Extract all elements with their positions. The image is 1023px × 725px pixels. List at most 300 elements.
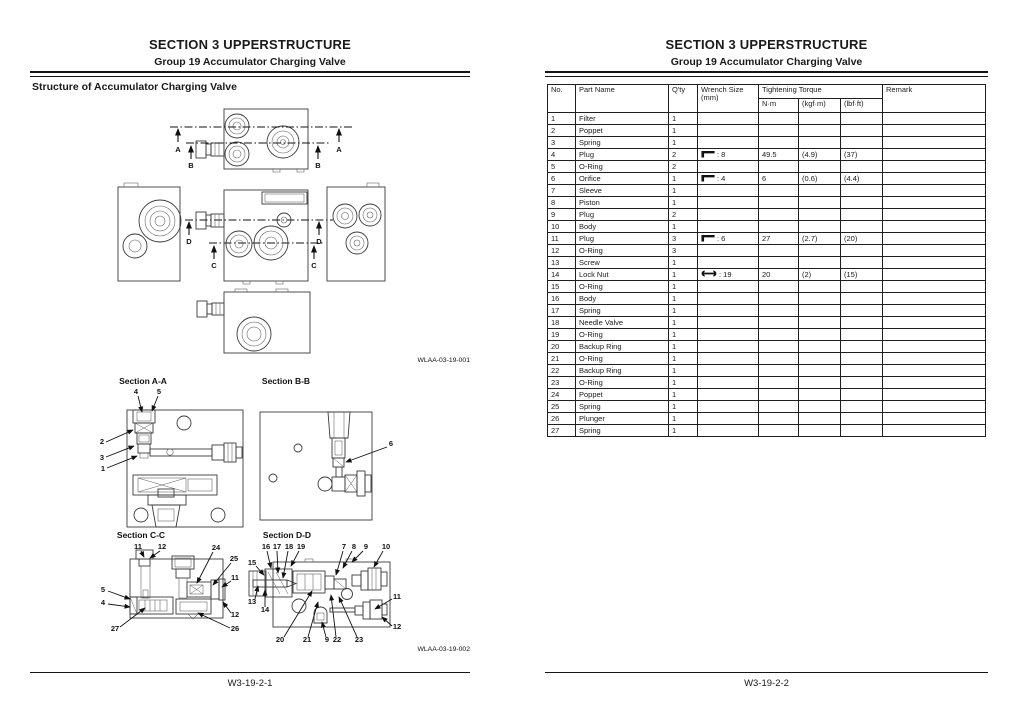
- cell-wrench: [698, 161, 759, 173]
- col-wrench-size: [698, 85, 759, 113]
- cell-qty: 1: [669, 413, 698, 425]
- cell-qty: 1: [669, 401, 698, 413]
- section-dd-view: [248, 542, 401, 644]
- cell-part-name: Plug: [576, 209, 669, 221]
- cell-kgfm: [799, 185, 841, 197]
- col-no: No.: [548, 85, 576, 113]
- cell-remark: [883, 377, 986, 389]
- cut-letter: A: [175, 145, 181, 154]
- table-row: [548, 125, 986, 137]
- cell-lbfft: [841, 161, 883, 173]
- cell-kgfm: [799, 125, 841, 137]
- cell-no: 25: [548, 401, 576, 413]
- cell-remark: [883, 365, 986, 377]
- section-label-bb: Section B-B: [261, 376, 311, 386]
- cell-kgfm: [799, 137, 841, 149]
- cell-nm: [759, 245, 799, 257]
- cell-remark: [883, 245, 986, 257]
- wrench-size-line1: Wrench Size: [701, 85, 744, 94]
- cell-wrench: [698, 125, 759, 137]
- cell-lbfft: (37): [841, 149, 883, 161]
- cell-kgfm: [799, 293, 841, 305]
- cell-qty: 1: [669, 329, 698, 341]
- cell-kgfm: [799, 377, 841, 389]
- cell-no: 6: [548, 173, 576, 185]
- cell-part-name: O-Ring: [576, 353, 669, 365]
- table-row: [548, 245, 986, 257]
- cell-wrench: [698, 269, 759, 281]
- col-kgfm: (kgf·m): [799, 99, 841, 113]
- cell-nm: [759, 161, 799, 173]
- cell-remark: [883, 173, 986, 185]
- cell-nm: [759, 185, 799, 197]
- cell-part-name: O-Ring: [576, 245, 669, 257]
- cell-wrench: [698, 305, 759, 317]
- cell-no: 8: [548, 197, 576, 209]
- figure-code: WLAA-03-19-001: [417, 357, 470, 364]
- figure-code: WLAA-03-19-002: [417, 646, 470, 653]
- right-section-title: SECTION 3 UPPERSTRUCTURE: [665, 37, 868, 52]
- cell-remark: [883, 281, 986, 293]
- cell-qty: 2: [669, 149, 698, 161]
- cell-wrench: [698, 401, 759, 413]
- cell-no: 20: [548, 341, 576, 353]
- table-row: [548, 113, 986, 125]
- cell-lbfft: [841, 281, 883, 293]
- cell-qty: 1: [669, 185, 698, 197]
- cell-kgfm: [799, 245, 841, 257]
- cell-kgfm: [799, 221, 841, 233]
- cell-kgfm: [799, 329, 841, 341]
- cell-qty: 1: [669, 269, 698, 281]
- cell-remark: [883, 269, 986, 281]
- cell-part-name: Spring: [576, 401, 669, 413]
- cell-part-name: Lock Nut: [576, 269, 669, 281]
- top-view: [196, 109, 308, 172]
- callout-label: 1: [100, 464, 106, 473]
- cell-lbfft: [841, 305, 883, 317]
- callout-label: 25: [229, 554, 239, 563]
- cell-qty: 1: [669, 257, 698, 269]
- cell-part-name: Spring: [576, 425, 669, 437]
- cell-lbfft: [841, 389, 883, 401]
- cell-remark: [883, 317, 986, 329]
- cell-kgfm: [799, 425, 841, 437]
- cell-no: 12: [548, 245, 576, 257]
- cell-no: 3: [548, 137, 576, 149]
- cell-kgfm: [799, 389, 841, 401]
- cut-letter: C: [211, 261, 217, 270]
- cell-no: 16: [548, 293, 576, 305]
- cell-qty: 1: [669, 137, 698, 149]
- callout-label: 16: [261, 542, 271, 551]
- section-label-cc: Section C-C: [116, 530, 166, 540]
- cell-kgfm: (0.6): [799, 173, 841, 185]
- valve-structure-figure: [0, 0, 500, 725]
- cell-part-name: Plunger: [576, 413, 669, 425]
- callout-label: 11: [231, 573, 239, 582]
- callout-label: 5: [100, 585, 106, 594]
- cell-part-name: Screw: [576, 257, 669, 269]
- cell-wrench: [698, 113, 759, 125]
- cell-qty: 1: [669, 341, 698, 353]
- callout-label: 17: [272, 542, 282, 551]
- cell-qty: 1: [669, 293, 698, 305]
- cell-no: 5: [548, 161, 576, 173]
- table-row: [548, 269, 986, 281]
- right-side-view: [327, 183, 385, 281]
- section-aa-view: [100, 387, 243, 527]
- col-lbfft: (lbf·ft): [841, 99, 883, 113]
- cell-part-name: Body: [576, 293, 669, 305]
- cell-wrench: [698, 341, 759, 353]
- callout-label: 21: [302, 635, 312, 644]
- cell-part-name: Piston: [576, 197, 669, 209]
- right-header-rule: [545, 71, 988, 77]
- cell-lbfft: [841, 353, 883, 365]
- cell-kgfm: (4.9): [799, 149, 841, 161]
- callout-label: 12: [230, 610, 240, 619]
- callout-label: 11: [134, 542, 142, 551]
- cell-remark: [883, 233, 986, 245]
- cell-lbfft: [841, 197, 883, 209]
- cell-remark: [883, 293, 986, 305]
- callout-label: 5: [156, 387, 162, 396]
- cell-no: 14: [548, 269, 576, 281]
- cut-letter: B: [315, 161, 321, 170]
- cell-wrench: [698, 377, 759, 389]
- cell-kgfm: [799, 305, 841, 317]
- table-row: [548, 317, 986, 329]
- cell-qty: 1: [669, 365, 698, 377]
- left-page-number: W3-19-2-1: [227, 678, 273, 689]
- callout-label: 3: [99, 453, 105, 462]
- wrench-size-label: : 19: [719, 269, 732, 279]
- cell-no: 18: [548, 317, 576, 329]
- callout-label: 27: [110, 624, 120, 633]
- cell-nm: [759, 257, 799, 269]
- cell-wrench: [698, 173, 759, 185]
- right-group-title: Group 19 Accumulator Charging Valve: [670, 56, 863, 68]
- cell-qty: 1: [669, 425, 698, 437]
- table-row: [548, 161, 986, 173]
- cell-nm: 6: [759, 173, 799, 185]
- cell-remark: [883, 197, 986, 209]
- cell-kgfm: [799, 209, 841, 221]
- section-bb-view: [260, 412, 393, 520]
- cell-part-name: Sleeve: [576, 185, 669, 197]
- cell-no: 11: [548, 233, 576, 245]
- cell-part-name: O-Ring: [576, 281, 669, 293]
- cell-part-name: Backup Ring: [576, 365, 669, 377]
- cell-wrench: [698, 137, 759, 149]
- cell-qty: 3: [669, 233, 698, 245]
- cell-lbfft: [841, 113, 883, 125]
- cell-part-name: O-Ring: [576, 329, 669, 341]
- left-section-title: SECTION 3 UPPERSTRUCTURE: [149, 37, 351, 52]
- left-footer-rule: [30, 672, 470, 673]
- cell-nm: [759, 413, 799, 425]
- cut-letter: D: [316, 237, 322, 246]
- cell-lbfft: [841, 257, 883, 269]
- cell-remark: [883, 209, 986, 221]
- cell-part-name: Spring: [576, 137, 669, 149]
- cell-nm: [759, 197, 799, 209]
- cell-qty: 1: [669, 305, 698, 317]
- table-row: [548, 293, 986, 305]
- cell-nm: [759, 365, 799, 377]
- callout-label: 8: [351, 542, 357, 551]
- cell-part-name: Plug: [576, 149, 669, 161]
- wrench-size-label: : 4: [717, 173, 726, 183]
- cell-qty: 1: [669, 389, 698, 401]
- cell-wrench: [698, 317, 759, 329]
- callout-label: 12: [392, 622, 402, 631]
- cell-lbfft: [841, 245, 883, 257]
- cell-wrench: [698, 365, 759, 377]
- callout-label: 12: [157, 542, 167, 551]
- cell-qty: 1: [669, 317, 698, 329]
- callout-label: 22: [332, 635, 342, 644]
- table-row: [548, 329, 986, 341]
- cell-no: 17: [548, 305, 576, 317]
- cell-remark: [883, 257, 986, 269]
- col-part-name: Part Name: [576, 85, 669, 113]
- cell-no: 7: [548, 185, 576, 197]
- table-row: [548, 377, 986, 389]
- cell-remark: [883, 149, 986, 161]
- table-row: [548, 233, 986, 245]
- callout-label: 24: [211, 543, 221, 552]
- table-row: [548, 389, 986, 401]
- cell-remark: [883, 425, 986, 437]
- cell-no: 9: [548, 209, 576, 221]
- cell-lbfft: [841, 413, 883, 425]
- cell-nm: [759, 341, 799, 353]
- hex-key-icon: [701, 150, 715, 160]
- callout-label: 18: [284, 542, 294, 551]
- callout-label: 26: [230, 624, 240, 633]
- table-row: [548, 149, 986, 161]
- cell-no: 13: [548, 257, 576, 269]
- cell-wrench: [698, 413, 759, 425]
- callout-label: 6: [388, 439, 394, 448]
- col-qty: Q'ty: [669, 85, 698, 113]
- cell-part-name: Filter: [576, 113, 669, 125]
- cell-kgfm: [799, 353, 841, 365]
- cell-nm: [759, 305, 799, 317]
- table-row: [548, 197, 986, 209]
- cell-qty: 1: [669, 173, 698, 185]
- cell-wrench: [698, 221, 759, 233]
- cell-remark: [883, 113, 986, 125]
- cell-no: 2: [548, 125, 576, 137]
- cell-remark: [883, 401, 986, 413]
- cell-remark: [883, 353, 986, 365]
- cut-letter: A: [336, 145, 342, 154]
- cell-remark: [883, 413, 986, 425]
- left-group-title: Group 19 Accumulator Charging Valve: [154, 56, 346, 68]
- wrench-size-label: : 8: [717, 149, 726, 159]
- cut-letter: B: [188, 161, 194, 170]
- cell-wrench: [698, 149, 759, 161]
- cell-wrench: [698, 245, 759, 257]
- cell-no: 27: [548, 425, 576, 437]
- open-end-wrench-icon: [701, 270, 717, 279]
- callout-label: 15: [247, 558, 257, 567]
- cell-qty: 1: [669, 113, 698, 125]
- cell-no: 26: [548, 413, 576, 425]
- table-row: [548, 341, 986, 353]
- section-cc-view: [101, 542, 239, 633]
- cell-kgfm: [799, 341, 841, 353]
- callout-label: 10: [381, 542, 391, 551]
- cell-nm: [759, 389, 799, 401]
- table-row: [548, 137, 986, 149]
- cut-letter: D: [186, 237, 192, 246]
- cell-qty: 1: [669, 197, 698, 209]
- cell-wrench: [698, 329, 759, 341]
- table-row: [548, 209, 986, 221]
- cell-remark: [883, 161, 986, 173]
- cell-nm: 49.5: [759, 149, 799, 161]
- table-row: [548, 257, 986, 269]
- cell-no: 24: [548, 389, 576, 401]
- cell-nm: 27: [759, 233, 799, 245]
- cell-part-name: Needle Valve: [576, 317, 669, 329]
- cell-lbfft: [841, 377, 883, 389]
- left-side-view: [118, 183, 181, 281]
- col-tightening-torque: Tightening Torque: [759, 85, 883, 99]
- cell-nm: [759, 293, 799, 305]
- cell-nm: [759, 281, 799, 293]
- table-row: [548, 221, 986, 233]
- cell-lbfft: [841, 317, 883, 329]
- callout-label: 4: [100, 598, 106, 607]
- parts-table: [547, 84, 986, 437]
- col-remark: Remark: [883, 85, 986, 113]
- cell-wrench: [698, 257, 759, 269]
- cell-wrench: [698, 233, 759, 245]
- cell-wrench: [698, 389, 759, 401]
- cell-part-name: Poppet: [576, 389, 669, 401]
- cell-remark: [883, 305, 986, 317]
- cell-remark: [883, 389, 986, 401]
- cell-lbfft: [841, 425, 883, 437]
- cell-no: 22: [548, 365, 576, 377]
- cell-lbfft: [841, 401, 883, 413]
- cell-qty: 1: [669, 377, 698, 389]
- cell-lbfft: (20): [841, 233, 883, 245]
- cell-lbfft: [841, 125, 883, 137]
- callout-label: 9: [324, 635, 330, 644]
- cell-kgfm: (2): [799, 269, 841, 281]
- cell-part-name: Spring: [576, 305, 669, 317]
- col-nm: N·m: [759, 99, 799, 113]
- cell-wrench: [698, 353, 759, 365]
- callout-label: 2: [99, 437, 105, 446]
- table-row: [548, 185, 986, 197]
- cell-remark: [883, 329, 986, 341]
- cell-nm: [759, 425, 799, 437]
- cell-wrench: [698, 209, 759, 221]
- cell-nm: [759, 125, 799, 137]
- callout-label: 11: [393, 592, 401, 601]
- wrench-size-label: : 6: [717, 233, 726, 243]
- cell-wrench: [698, 281, 759, 293]
- cell-kgfm: [799, 281, 841, 293]
- table-row: [548, 353, 986, 365]
- table-header-row: [548, 85, 986, 99]
- cell-lbfft: [841, 329, 883, 341]
- structure-heading: Structure of Accumulator Charging Valve: [32, 81, 237, 93]
- cell-remark: [883, 341, 986, 353]
- callout-label: 9: [363, 542, 369, 551]
- cell-part-name: Backup Ring: [576, 341, 669, 353]
- cell-part-name: Body: [576, 221, 669, 233]
- section-label-aa: Section A-A: [119, 376, 167, 386]
- cell-remark: [883, 137, 986, 149]
- cell-lbfft: [841, 209, 883, 221]
- hex-key-icon: [701, 234, 715, 244]
- cell-nm: [759, 401, 799, 413]
- table-row: [548, 365, 986, 377]
- table-row: [548, 413, 986, 425]
- table-row: [548, 425, 986, 437]
- cell-remark: [883, 221, 986, 233]
- table-row: [548, 401, 986, 413]
- cell-lbfft: [841, 293, 883, 305]
- callout-label: 20: [275, 635, 285, 644]
- cell-kgfm: [799, 401, 841, 413]
- cell-qty: 1: [669, 221, 698, 233]
- cell-no: 23: [548, 377, 576, 389]
- cell-qty: 1: [669, 353, 698, 365]
- cell-kgfm: [799, 317, 841, 329]
- cell-nm: [759, 317, 799, 329]
- cut-letter: C: [311, 261, 317, 270]
- cell-lbfft: (4.4): [841, 173, 883, 185]
- cell-nm: [759, 221, 799, 233]
- table-row: [548, 281, 986, 293]
- callout-label: 19: [296, 542, 306, 551]
- right-page-number: W3-19-2-2: [744, 678, 789, 689]
- cell-qty: 2: [669, 209, 698, 221]
- cell-kgfm: [799, 413, 841, 425]
- cell-wrench: [698, 185, 759, 197]
- cell-nm: 20: [759, 269, 799, 281]
- cell-lbfft: [841, 185, 883, 197]
- cell-nm: [759, 209, 799, 221]
- cell-lbfft: [841, 221, 883, 233]
- callout-label: 23: [354, 635, 364, 644]
- cell-no: 21: [548, 353, 576, 365]
- cell-remark: [883, 185, 986, 197]
- cell-lbfft: [841, 341, 883, 353]
- cell-qty: 2: [669, 161, 698, 173]
- cell-lbfft: (15): [841, 269, 883, 281]
- cell-no: 15: [548, 281, 576, 293]
- wrench-size-line2: (mm): [701, 92, 719, 102]
- cell-nm: [759, 113, 799, 125]
- cell-no: 4: [548, 149, 576, 161]
- cell-part-name: O-Ring: [576, 161, 669, 173]
- cell-part-name: O-Ring: [576, 377, 669, 389]
- cell-qty: 3: [669, 245, 698, 257]
- cell-part-name: Poppet: [576, 125, 669, 137]
- cell-kgfm: [799, 161, 841, 173]
- cell-qty: 1: [669, 281, 698, 293]
